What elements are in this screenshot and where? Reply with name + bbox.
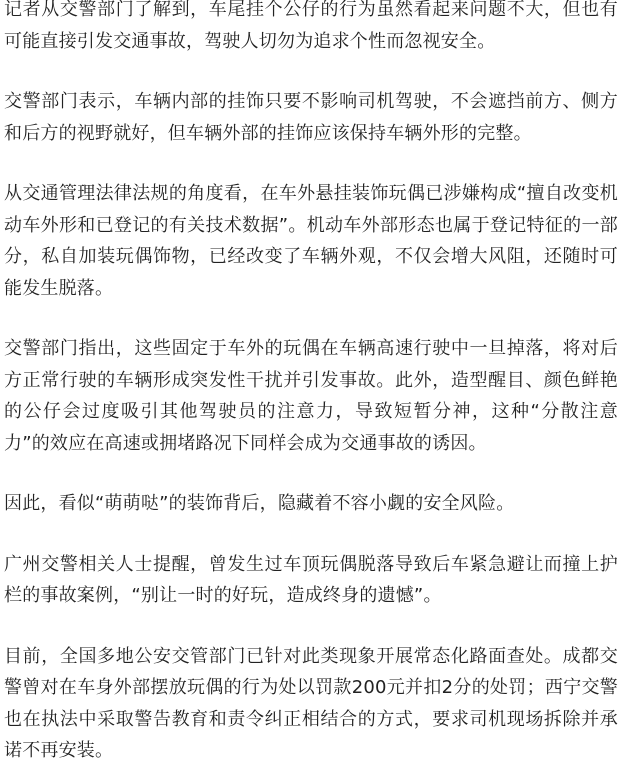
article-paragraph: 交警部门表示，车辆内部的挂饰只要不影响司机驾驶，不会遮挡前方、侧方和后方的视野就好，但车辆外部的挂饰应该保持车辆外形的完整。 xyxy=(4,91,618,144)
article-paragraph: 目前，全国多地公安交管部门已针对此类现象开展常态化路面查处。成都交警曾对在车身外部摆放玩偶的行为处以罚款200元并扣2分的处罚；西宁交警也在执法中采取警告教育和责令纠正相结合的方式，要求司机现场拆除并承诺不再安装。 xyxy=(4,645,618,761)
article-paragraph: 交警部门指出，这些固定于车外的玩偶在车辆高速行驶中一旦掉落，将对后方正常行驶的车辆形成突发性干扰并引发事故。此外，造型醒目、颜色鲜艳的公仔会过度吸引其他驾驶员的注意力，导致短暂分神，这种“分散注意力”的效应在高速或拥堵路况下同样会成为交通事故的诱因。 xyxy=(4,338,618,454)
article-paragraph: 广州交警相关人士提醒，曾发生过车顶玩偶脱落导致后车紧急避让而撞上护栏的事故案例，“别让一时的好玩，造成终身的遗憾”。 xyxy=(4,553,618,606)
article-paragraph: 从交通管理法律法规的角度看，在车外悬挂装饰玩偶已涉嫌构成“擅自改变机动车外形和已登记的有关技术数据”。机动车外部形态也属于登记特征的一部分，私自加装玩偶饰物，已经改变了车辆外观，不仅会增大风阻，还随时可能发生脱落。 xyxy=(4,183,618,299)
article-paragraph: 因此，看似“萌萌哒”的装饰背后，隐藏着不容小觑的安全风险。 xyxy=(4,493,515,514)
article-body xyxy=(4,0,618,767)
article-paragraph: 记者从交警部门了解到，车尾挂个公仔的行为虽然看起来问题不大，但也有可能直接引发交通事故，驾驶人切勿为追求个性而忽视安全。 xyxy=(4,0,618,52)
